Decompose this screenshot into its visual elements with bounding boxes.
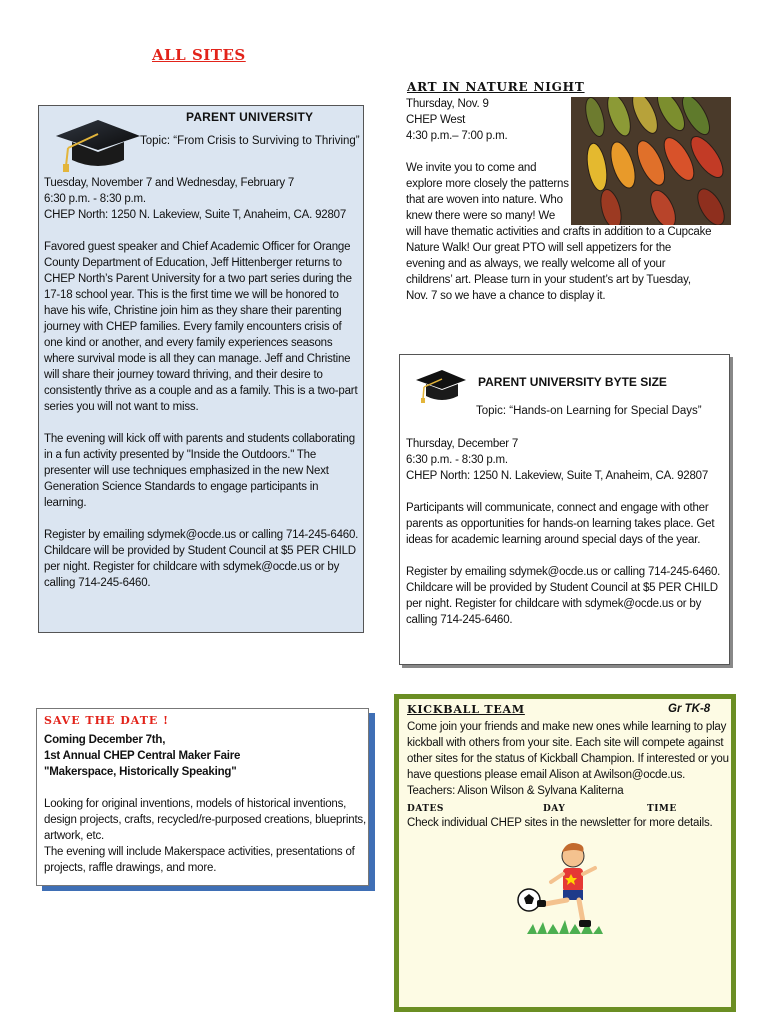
col-time: TIME (647, 804, 677, 814)
kickball-grade: Gr TK-8 (668, 703, 711, 715)
parent-university-topic: Topic: “From Crisis to Surviving to Thriving” (140, 135, 360, 147)
art-in-nature-body (406, 96, 734, 304)
parent-university-body (44, 175, 362, 607)
col-day: DAY (543, 804, 566, 814)
art-line: that are woven into nature. Who (406, 194, 563, 206)
byte-size-body (406, 436, 726, 644)
bs-paragraph1: Participants will communicate, connect and engage with other parents as opportunities for hands-on learning takes place. Get ideas for academic learning around special days of the year. (406, 502, 715, 546)
kb-footer: Check individual CHEP sites in the newsletter for more details. (407, 817, 713, 829)
graduation-cap-icon (412, 368, 468, 406)
bs-when-line2: 6:30 p.m. - 8:30 p.m. (406, 454, 508, 466)
art-date: Thursday, Nov. 9 (406, 98, 489, 110)
col-dates: DATES (407, 804, 444, 814)
byte-size-topic: Topic: “Hands-on Learning for Special Days” (476, 405, 702, 417)
save-the-date-title: SAVE THE DATE ! (44, 714, 169, 727)
pu-paragraph1: Favored guest speaker and Chief Academic Officer for Orange County Department of Education, Jeff Hittenberger returns to CHEP North’s Parent University for a two part series during the 17-18 school year. This is the first time we will be honored to have his wife, Christine join him as they share their parenting journey with CHEP families. Every family encounters crisis of one kind or another, and every family experiences seasons where survival mode is all they can manage. Jeff and Christine will share their journey toward thriving, and their desire to consistently thrive as a couple and as a family. This is a two-part series you will not want to miss. (44, 241, 358, 413)
kickball-body (407, 719, 729, 831)
art-time: 4:30 p.m.– 7:00 p.m. (406, 130, 508, 142)
art-spacer (406, 144, 734, 160)
parent-university-title: PARENT UNIVERSITY (186, 110, 314, 124)
sd-line2: 1st Annual CHEP Central Maker Faire (44, 750, 241, 762)
sd-spacer (44, 780, 366, 796)
art-line: explore more closely the patterns (406, 178, 569, 190)
pu-paragraph2: The evening will kick off with parents and students collaborating in a fun activity presented by "Inside the Outdoors." The presenter will use techniques emphasized in the new Next Generation Science Standards to engage participants in learning. (44, 433, 355, 509)
art-line: childrens’ art. Please turn in your student’s art by Tuesday, (406, 274, 691, 286)
art-line: knew there were so many! We (406, 210, 556, 222)
bs-where: CHEP North: 1250 N. Lakeview, Suite T, Anaheim, CA. 92807 (406, 470, 709, 482)
art-line: evening and as always, we really welcome all of your (406, 258, 666, 270)
art-in-nature-title: ART IN NATURE NIGHT (407, 80, 585, 94)
pu-when-line2: 6:30 p.m. - 8:30 p.m. (44, 193, 146, 205)
art-line: Nature Walk! Our great PTO will sell appetizers for the (406, 242, 672, 254)
bs-when-line1: Thursday, December 7 (406, 438, 519, 450)
sd-line3: "Makerspace, Historically Speaking" (44, 766, 237, 778)
art-location: CHEP West (406, 114, 466, 126)
save-the-date-body (44, 732, 366, 876)
sd-paragraph1: Looking for original inventions, models of historical inventions, design projects, crafts, recycled/re-purposed creations, blueprints, artwork, etc. (44, 798, 366, 842)
kicking-boy-icon (507, 838, 617, 938)
pu-paragraph3: Register by emailing sdymek@ocde.us or calling 714-245-6460. Childcare will be provided by Student Council at $5 PER CHILD per night. Register for childcare with sdymek@ocde.us or by calling 714-245-6460. (44, 529, 359, 589)
art-line: Nov. 7 so we have a chance to display it. (406, 290, 606, 302)
kickball-title: KICKBALL TEAM (407, 703, 525, 716)
graduation-cap-icon (48, 116, 142, 176)
sd-line1: Coming December 7th, (44, 734, 166, 746)
kickball-schedule-header (407, 799, 729, 815)
pu-when-line1: Tuesday, November 7 and Wednesday, February 7 (44, 177, 295, 189)
art-line: We invite you to come and (406, 162, 537, 174)
pu-where: CHEP North: 1250 N. Lakeview, Suite T, Anaheim, CA. 92807 (44, 209, 347, 221)
all-sites-heading: ALL SITES (152, 46, 246, 64)
byte-size-title: PARENT UNIVERSITY BYTE SIZE (478, 375, 667, 389)
sd-paragraph2: The evening will include Makerspace activities, presentations of projects, raffle drawings, and more. (44, 846, 355, 874)
kb-description: Come join your friends and make new ones while learning to play kickball with others from your site. Each site will compete against other sites for the status of Kickball Champion. If interested or you have questions please email Alison at Awilson@ocde.us. Teachers: Alison Wilson & Sylvana Kaliterna (407, 721, 729, 797)
art-line: will have thematic activities and crafts in addition to a Cupcake (406, 226, 712, 238)
bs-paragraph2: Register by emailing sdymek@ocde.us or calling 714-245-6460. Childcare will be provided by Student Council at $5 PER CHILD per night. Register for childcare with sdymek@ocde.us or by calling 714-245-6460. (406, 566, 721, 626)
